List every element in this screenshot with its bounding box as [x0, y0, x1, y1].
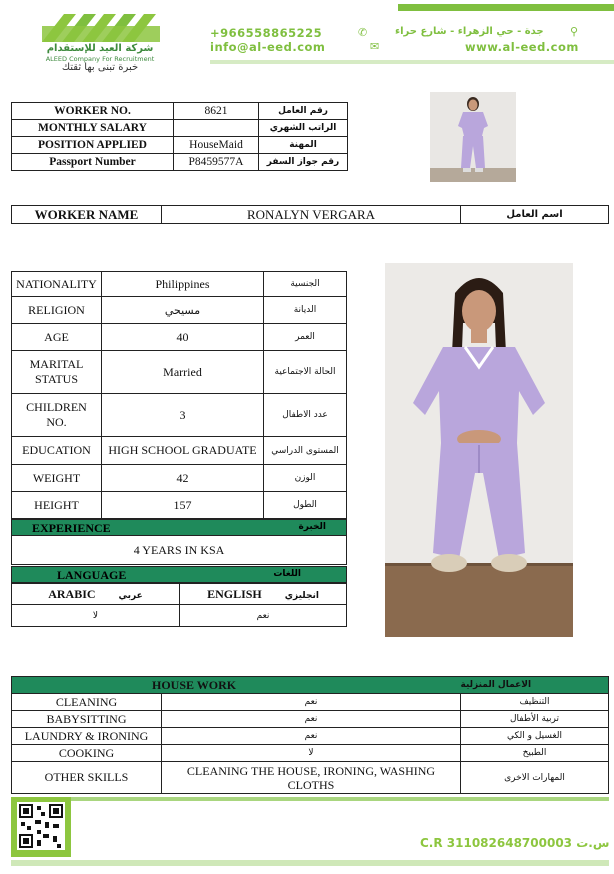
position-value: HouseMaid	[174, 137, 259, 154]
english-label-ar: انجليزي	[284, 590, 319, 601]
arabic-language-cell	[12, 584, 180, 605]
other-skills-label-ar: المهارات الاخرى	[461, 762, 609, 794]
arabic-label-ar: عربي	[118, 590, 143, 601]
cleaning-label-ar: التنظيف	[461, 694, 609, 711]
table-row	[12, 745, 609, 762]
worker-photo-large	[385, 263, 573, 637]
height-value: 157	[102, 492, 264, 519]
cleaning-value: نعم	[162, 694, 461, 711]
language-label-ar: اللغات	[273, 569, 301, 579]
cooking-label: COOKING	[12, 745, 162, 762]
table-row	[12, 694, 609, 711]
table-row	[12, 605, 347, 627]
laundry-ironing-value: نعم	[162, 728, 461, 745]
personal-details-table	[11, 271, 347, 519]
salary-value	[174, 120, 259, 137]
whatsapp-icon: ✆	[358, 26, 368, 39]
worker-photo-small	[430, 92, 516, 182]
age-value: 40	[102, 324, 264, 351]
passport-label-ar: رقم جواز السفر	[259, 154, 348, 171]
children-no-value: 3	[102, 394, 264, 437]
position-label: POSITION APPLIED	[12, 137, 174, 154]
passport-label: Passport Number	[12, 154, 174, 171]
company-logo	[30, 12, 170, 73]
marital-status-label-ar: الحالة الاجتماعية	[264, 351, 347, 394]
english-label: ENGLISH	[207, 586, 262, 601]
worker-no-label: WORKER NO.	[12, 103, 174, 120]
table-row	[12, 137, 348, 154]
table-row	[12, 711, 609, 728]
babysitting-value: نعم	[162, 711, 461, 728]
babysitting-label: BABYSITTING	[12, 711, 162, 728]
language-label: LANGUAGE	[57, 568, 127, 582]
salary-label: MONTHLY SALARY	[12, 120, 174, 137]
worker-full-body-icon	[385, 263, 573, 637]
weight-label-ar: الوزن	[264, 465, 347, 492]
header-accent-bar	[398, 4, 614, 11]
table-row	[12, 272, 347, 297]
table-row	[12, 120, 348, 137]
english-language-cell	[180, 584, 347, 605]
passport-value: P8459577A	[174, 154, 259, 171]
education-label: EDUCATION	[12, 437, 102, 465]
logo-slogan: خبرة تبنى بها ثقتك	[61, 62, 139, 73]
language-header	[11, 566, 347, 583]
table-row	[12, 103, 348, 120]
marital-status-label: MARITAL STATUS	[12, 351, 102, 394]
language-table	[11, 583, 347, 627]
worker-name-value: RONALYN VERGARA	[162, 206, 461, 224]
arabic-value: لا	[12, 605, 180, 627]
nationality-label: NATIONALITY	[12, 272, 102, 297]
email-icon: ✉	[370, 40, 380, 53]
height-label: HEIGHT	[12, 492, 102, 519]
nationality-value: Philippines	[102, 272, 264, 297]
position-label-ar: المهنة	[259, 137, 348, 154]
salary-label-ar: الراتب الشهري	[259, 120, 348, 137]
qr-code-icon[interactable]	[17, 802, 65, 850]
experience-label: EXPERIENCE	[32, 521, 111, 535]
table-row	[12, 728, 609, 745]
table-row	[12, 677, 609, 694]
arabic-label: ARABIC	[48, 586, 96, 601]
age-label: AGE	[12, 324, 102, 351]
table-row	[12, 154, 348, 171]
address-text: جدة - حي الزهراء - شارع حراء	[395, 26, 544, 37]
location-pin-icon: ⚲	[570, 25, 579, 38]
worker-name-label: WORKER NAME	[12, 206, 162, 224]
email-link[interactable]: info@al-eed.com	[210, 40, 326, 54]
weight-label: WEIGHT	[12, 465, 102, 492]
house-work-label-ar: الاعمال المنزلية	[461, 677, 609, 694]
footer-band	[11, 860, 609, 866]
table-row	[12, 437, 347, 465]
website-link[interactable]: www.al-eed.com	[465, 40, 579, 54]
other-skills-label: OTHER SKILLS	[12, 762, 162, 794]
logo-arabic-name: شركة العيد للإستقدام	[46, 43, 154, 54]
table-row	[12, 465, 347, 492]
children-no-label: CHILDREN NO.	[12, 394, 102, 437]
page-header	[0, 0, 614, 80]
cleaning-label: CLEANING	[12, 694, 162, 711]
english-value: نعم	[180, 605, 347, 627]
house-work-label: HOUSE WORK	[12, 677, 461, 694]
table-row	[12, 297, 347, 324]
table-row	[12, 394, 347, 437]
house-work-table	[11, 676, 609, 794]
logo-english-name: ALEED Company For Recruitment	[45, 55, 155, 63]
phone-number[interactable]: +966558865225	[210, 26, 323, 40]
worker-portrait-icon	[430, 92, 516, 182]
qr-code-frame	[11, 797, 71, 857]
laundry-ironing-label-ar: الغسيل و الكي	[461, 728, 609, 745]
nationality-label-ar: الجنسية	[264, 272, 347, 297]
table-row	[12, 324, 347, 351]
experience-label-ar: الخبرة	[298, 522, 326, 532]
cooking-value: لا	[162, 745, 461, 762]
commercial-registration: C.R 311082648700003 س.ت	[420, 836, 610, 850]
cooking-label-ar: الطبيخ	[461, 745, 609, 762]
religion-label-ar: الديانة	[264, 297, 347, 324]
footer-divider	[11, 797, 609, 801]
education-label-ar: المستوى الدراسي	[264, 437, 347, 465]
height-label-ar: الطول	[264, 492, 347, 519]
weight-value: 42	[102, 465, 264, 492]
age-label-ar: العمر	[264, 324, 347, 351]
worker-no-label-ar: رقم العامل	[259, 103, 348, 120]
religion-value: مسيحي	[102, 297, 264, 324]
other-skills-value: CLEANING THE HOUSE, IRONING, WASHING CLOTHS	[162, 762, 461, 794]
worker-name-table	[11, 205, 609, 224]
worker-name-label-ar: اسم العامل	[461, 206, 609, 224]
experience-value: 4 YEARS IN KSA	[11, 536, 347, 565]
table-row	[12, 206, 609, 224]
children-no-label-ar: عدد الاطفال	[264, 394, 347, 437]
religion-label: RELIGION	[12, 297, 102, 324]
marital-status-value: Married	[102, 351, 264, 394]
education-value: HIGH SCHOOL GRADUATE	[102, 437, 264, 465]
table-row	[12, 584, 347, 605]
experience-header	[11, 519, 347, 536]
laundry-ironing-label: LAUNDRY & IRONING	[12, 728, 162, 745]
table-row	[12, 351, 347, 394]
table-row	[12, 762, 609, 794]
worker-no-value: 8621	[174, 103, 259, 120]
babysitting-label-ar: تربية الأطفال	[461, 711, 609, 728]
worker-info-table	[11, 102, 348, 171]
table-row	[12, 492, 347, 519]
header-divider	[210, 60, 614, 64]
logo-arrows-icon	[42, 12, 160, 42]
